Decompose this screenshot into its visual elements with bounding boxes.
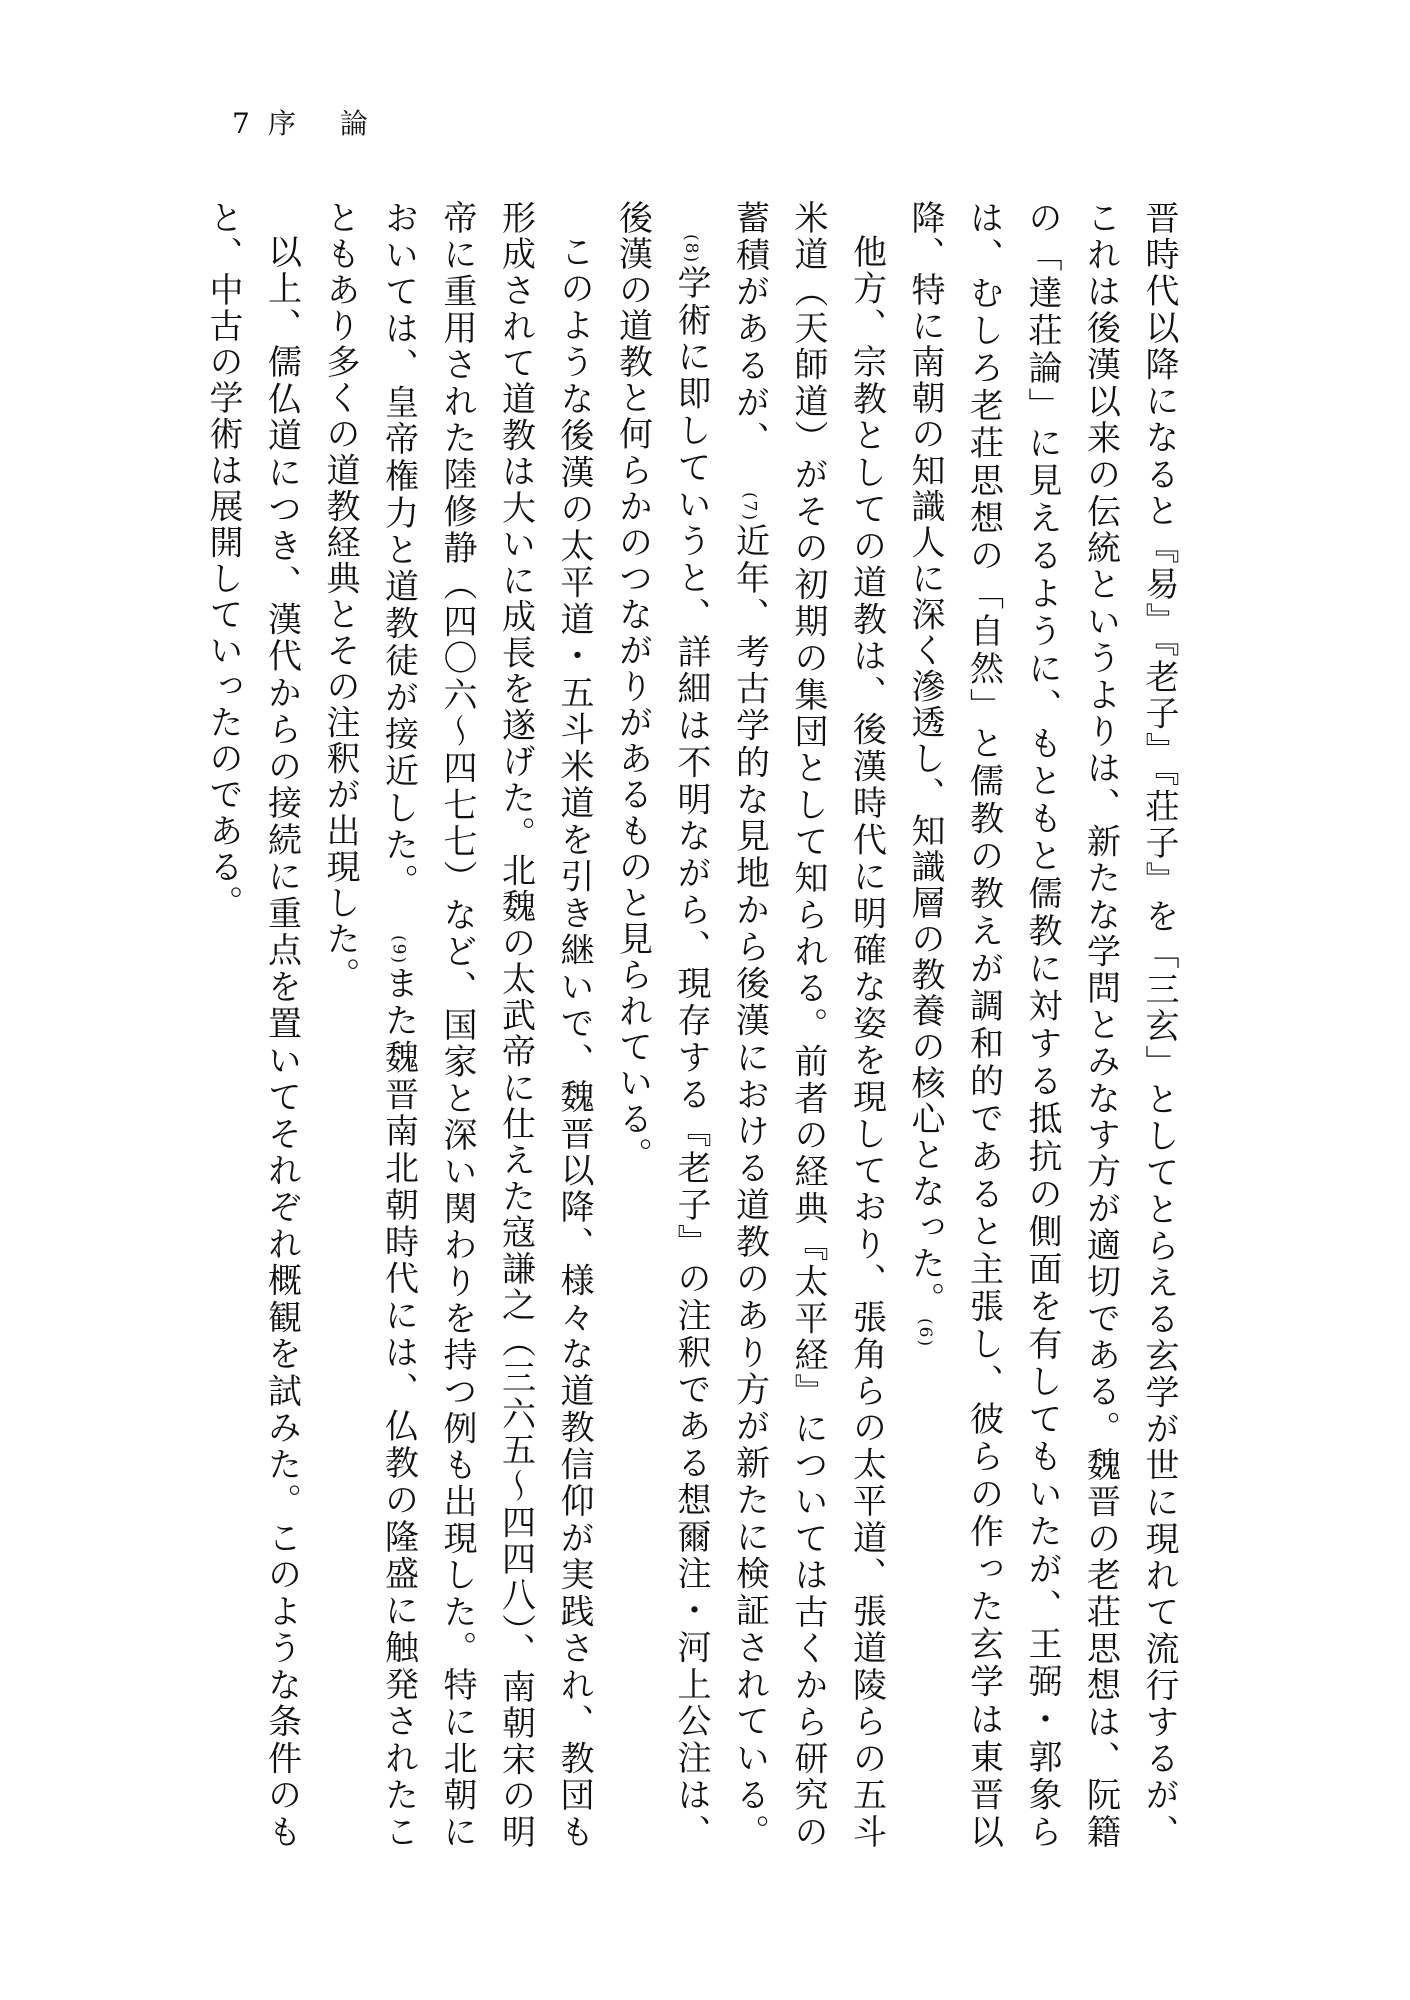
page-number: 7 <box>232 107 250 140</box>
paragraph-text: 晋時代以降になると『易』『老子』『荘子』を「三玄」としてとらえる玄学が世に現れて流行するが、これは後漢以来の伝統というよりは、新たな学問とみなす方が適切である。魏晋の老荘思想は、阮籍の「達荘論」に見えるように、もともと儒教に対する抵抗の側面を有してもいたが、王弼・郭象らは、むしろ老荘思想の「自然」と儒教の教えが調和的であると主張し、彼らの作った玄学は東晋以降、特に南朝の知識人に深く滲透し、知識層の教養の核心となった。 <box>905 200 1179 1850</box>
footnote-marker: (9) <box>388 934 409 965</box>
paragraph-text: 学術に即していうと、詳細は不明ながら、現存する『老子』の注釈である想爾注・河上公注は、後漢の道教と何らかのつながりがあるものと見られている。 <box>612 200 711 1850</box>
paragraph-text: このような後漢の太平道・五斗米道を引き継いで、魏晋以降、様々な道教信仰が実践され、教団も形成されて道教は大いに成長を遂げた。北魏の太武帝に仕えた寇謙之（三六五～四四八）、南朝宋の明帝に重用された陸修静（四〇六～四七七）など、国家と深い関わりを持つ例も出現した。特に北朝においては、皇帝権力と道教徒が接近した。 <box>378 200 594 1850</box>
running-head <box>232 104 412 144</box>
paragraph <box>896 200 1189 1850</box>
paragraph-text: 他方、宗教としての道教は、後漢時代に明確な姿を現しており、張角らの太平道、張道陵らの五斗米道（天師道）がその初期の集団として知られる。前者の経典『太平経』については古くから研究の蓄積があるが、 <box>729 200 887 1850</box>
body-text <box>194 200 1189 1850</box>
paragraph <box>603 200 896 1850</box>
section-title: 序論 <box>267 107 412 140</box>
paragraph-text: 以上、儒仏道につき、漢代からの接続に重点を置いてそれぞれ概観を試みた。このような条件のもと、中古の学術は展開していったのである。 <box>203 200 302 1850</box>
footnote-marker: (7) <box>739 492 760 523</box>
paragraph <box>194 200 311 1850</box>
paragraph <box>311 200 604 1850</box>
paragraph-text: また魏晋南北朝時代には、仏教の隆盛に触発されたこともあり多くの道教経典とその注釈が出現した。 <box>320 200 419 1850</box>
footnote-marker: (8) <box>681 234 701 265</box>
paragraph-text: 近年、考古学的な見地から後漢における道教のあり方が新たに検証されている。 <box>729 522 770 1850</box>
footnote-marker: (6) <box>915 1317 935 1348</box>
